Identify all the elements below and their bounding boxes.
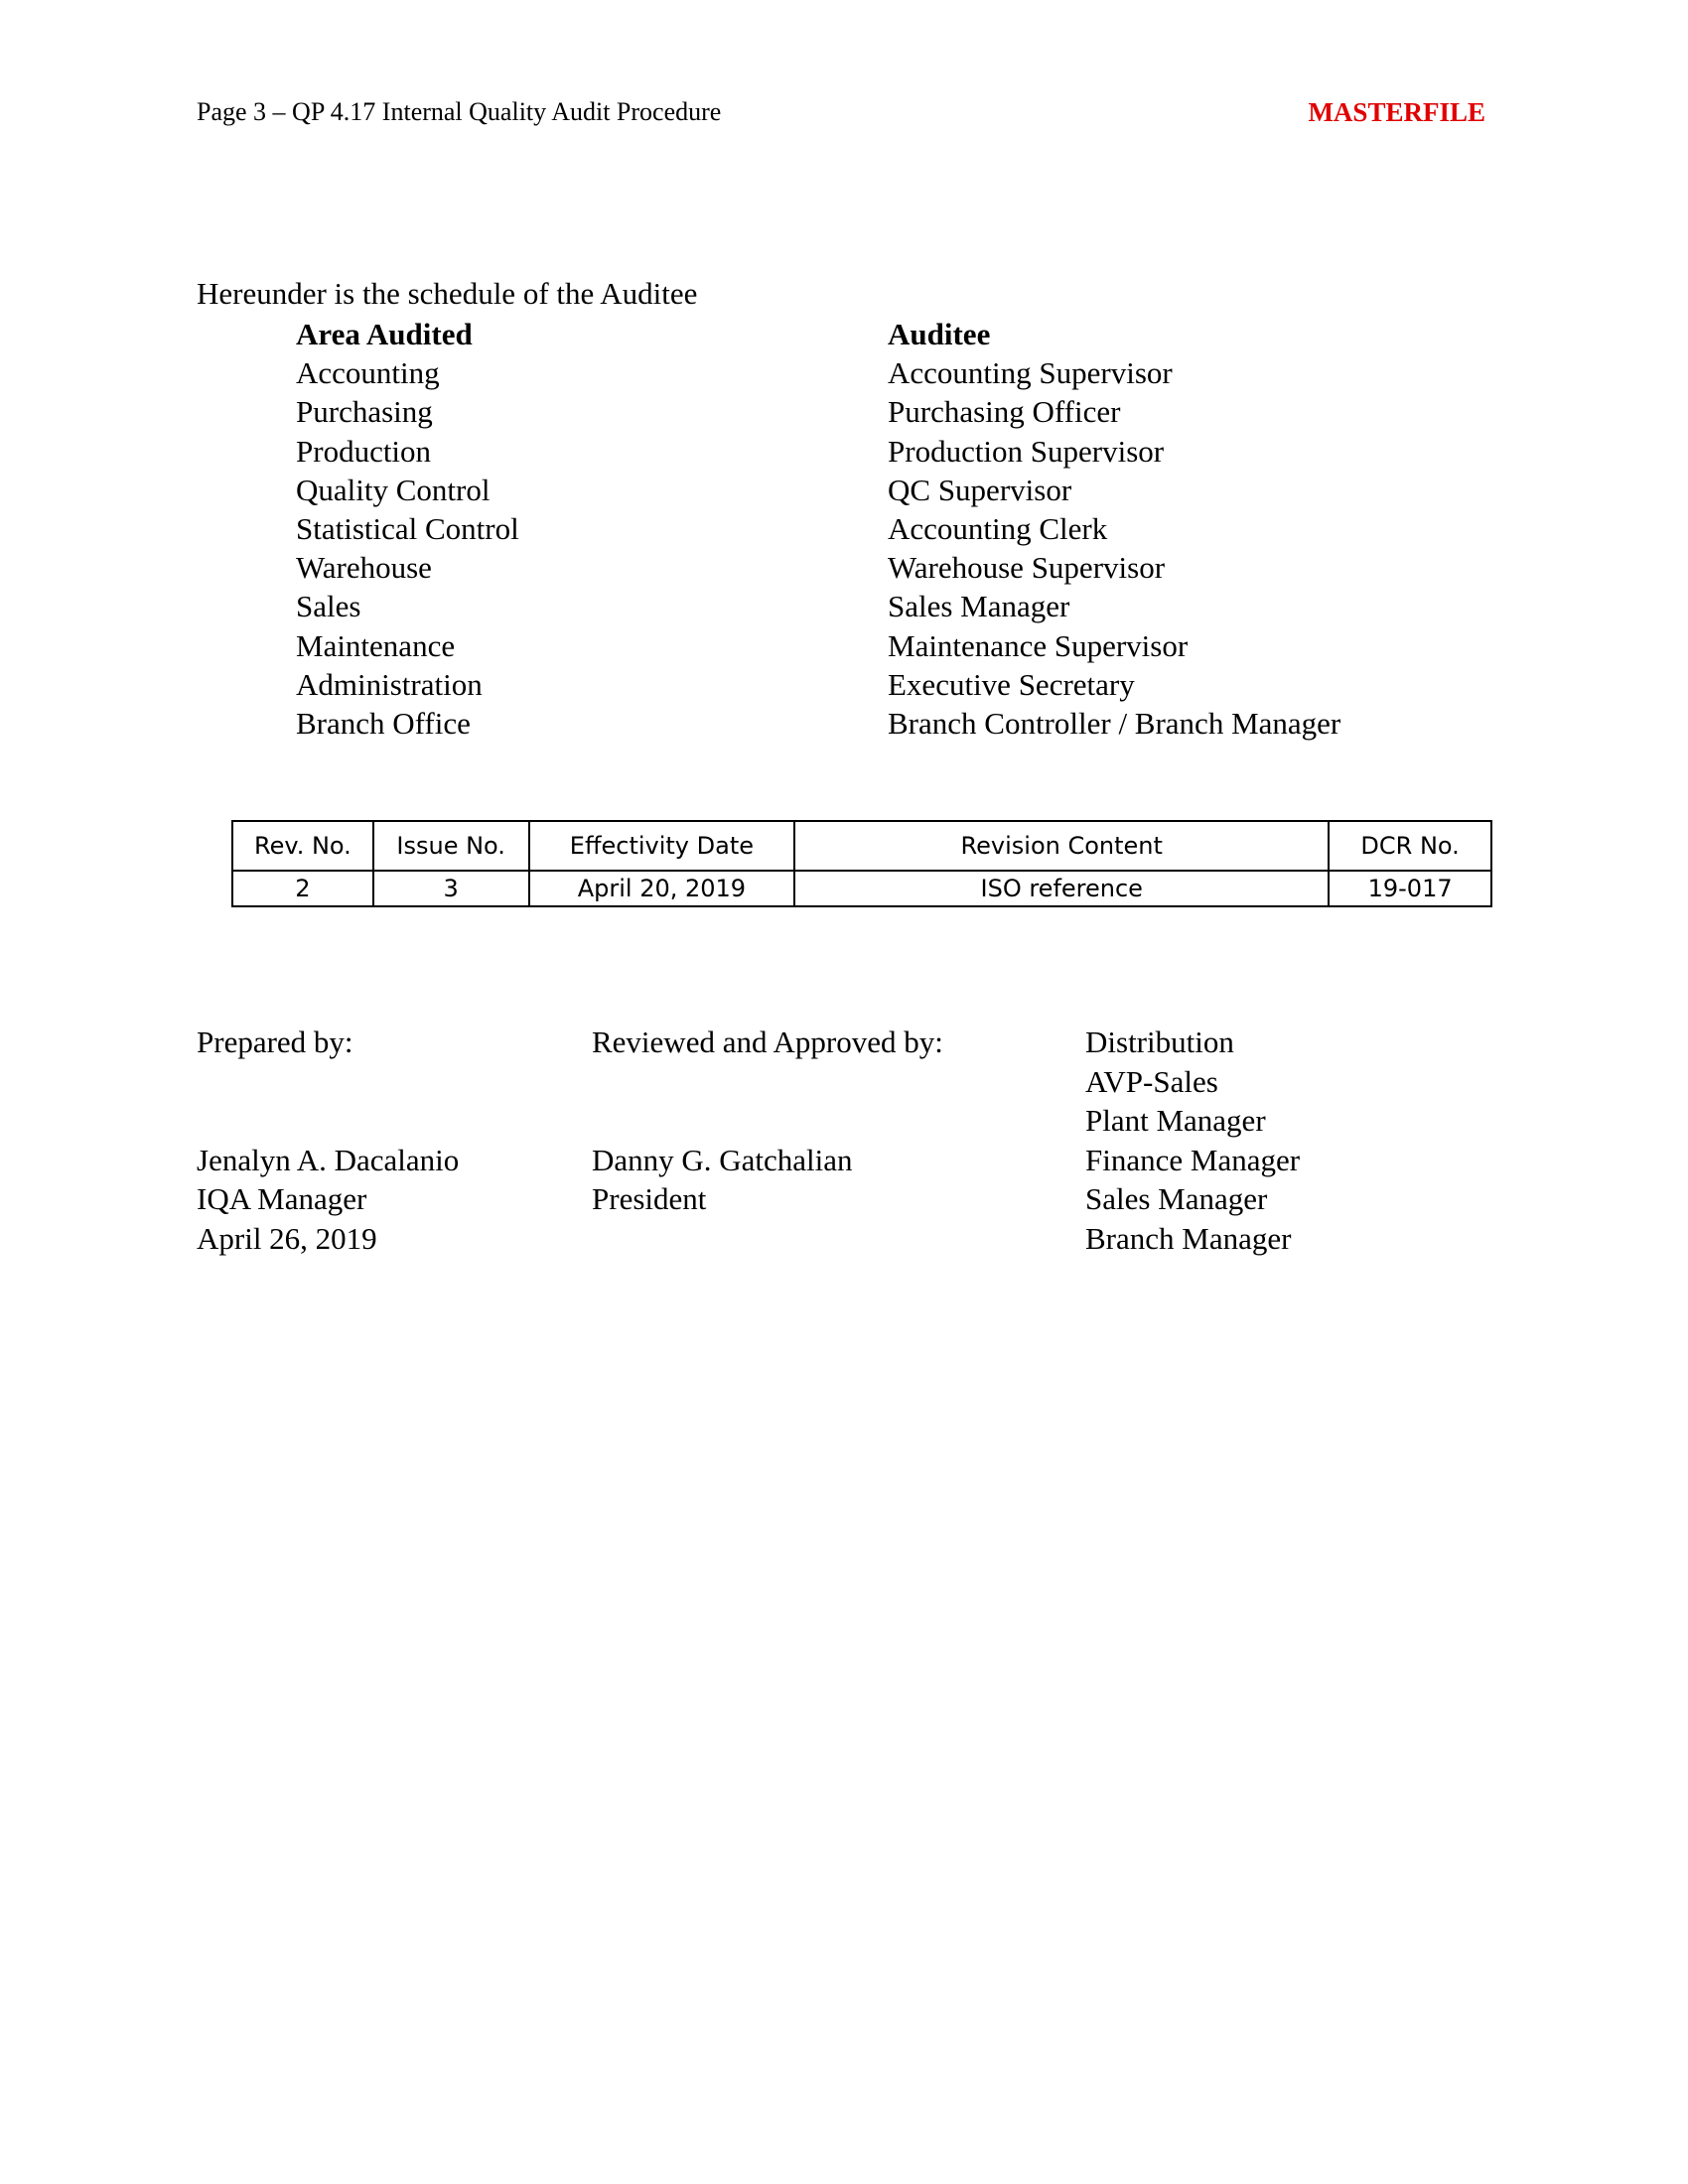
distribution-item: Finance Manager bbox=[1085, 1142, 1301, 1177]
revision-table-header-row bbox=[232, 821, 1491, 871]
area-item: Warehouse bbox=[296, 550, 432, 586]
auditee-item: Branch Controller / Branch Manager bbox=[888, 706, 1341, 742]
issue-no-header: Issue No. bbox=[373, 821, 529, 871]
preparer-date: April 26, 2019 bbox=[197, 1220, 377, 1256]
schedule-intro: Hereunder is the schedule of the Auditee bbox=[197, 276, 698, 311]
dcr-no-header: DCR No. bbox=[1329, 821, 1491, 871]
auditee-item: Sales Manager bbox=[888, 589, 1070, 624]
area-item: Production bbox=[296, 433, 432, 469]
distribution-item: Branch Manager bbox=[1085, 1220, 1292, 1256]
revision-content-cell: ISO reference bbox=[794, 871, 1329, 906]
dcr-no-cell: 19-017 bbox=[1329, 871, 1491, 906]
auditee-column bbox=[888, 315, 1340, 743]
area-item: Purchasing bbox=[296, 394, 433, 430]
preparer-title: IQA Manager bbox=[197, 1181, 367, 1216]
area-item: Branch Office bbox=[296, 706, 471, 742]
prepared-by-label: Prepared by: bbox=[197, 1024, 353, 1059]
auditee-item: Accounting Clerk bbox=[888, 511, 1108, 547]
area-item: Administration bbox=[296, 666, 483, 702]
revision-content-header: Revision Content bbox=[794, 821, 1329, 871]
area-item: Maintenance bbox=[296, 627, 456, 663]
page-header-title: Page 3 – QP 4.17 Internal Quality Audit Procedure bbox=[197, 97, 722, 126]
revision-table bbox=[231, 820, 1492, 907]
area-item: Accounting bbox=[296, 355, 440, 391]
reviewer-title: President bbox=[592, 1181, 707, 1216]
distribution-label: Distribution bbox=[1085, 1024, 1234, 1059]
reviewer-name: Danny G. Gatchalian bbox=[592, 1142, 853, 1177]
distribution-item: Plant Manager bbox=[1085, 1103, 1266, 1138]
auditee-heading: Auditee bbox=[888, 317, 991, 351]
preparer-name: Jenalyn A. Dacalanio bbox=[197, 1142, 460, 1177]
rev-no-cell: 2 bbox=[232, 871, 373, 906]
rev-no-header: Rev. No. bbox=[232, 821, 373, 871]
auditee-item: Warehouse Supervisor bbox=[888, 550, 1166, 586]
prepared-by-block bbox=[197, 1023, 459, 1258]
auditee-item: Executive Secretary bbox=[888, 666, 1135, 702]
auditee-item: Maintenance Supervisor bbox=[888, 627, 1189, 663]
issue-no-cell: 3 bbox=[373, 871, 529, 906]
reviewed-by-block bbox=[592, 1023, 943, 1219]
distribution-item: Sales Manager bbox=[1085, 1181, 1268, 1216]
area-audited-heading: Area Audited bbox=[296, 317, 473, 351]
auditee-item: Production Supervisor bbox=[888, 433, 1165, 469]
table-row bbox=[232, 871, 1491, 906]
distribution-block bbox=[1085, 1023, 1300, 1258]
area-item: Sales bbox=[296, 589, 361, 624]
auditee-item: QC Supervisor bbox=[888, 472, 1072, 507]
reviewed-by-label: Reviewed and Approved by: bbox=[592, 1024, 943, 1059]
area-item: Statistical Control bbox=[296, 511, 519, 547]
area-audited-column bbox=[296, 315, 519, 743]
auditee-item: Purchasing Officer bbox=[888, 394, 1121, 430]
area-item: Quality Control bbox=[296, 472, 491, 507]
masterfile-stamp: MASTERFILE bbox=[1308, 97, 1485, 127]
effectivity-date-cell: April 20, 2019 bbox=[529, 871, 795, 906]
auditee-item: Accounting Supervisor bbox=[888, 355, 1173, 391]
distribution-item: AVP-Sales bbox=[1085, 1063, 1218, 1099]
effectivity-date-header: Effectivity Date bbox=[529, 821, 795, 871]
